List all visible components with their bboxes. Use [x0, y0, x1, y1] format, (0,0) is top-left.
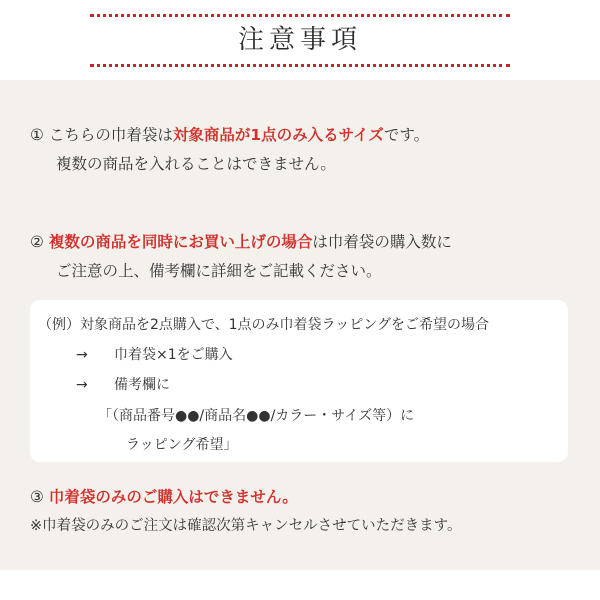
example-step-2 — [76, 375, 170, 395]
notice-item-1-text-pre: こちらの巾着袋は — [48, 126, 173, 144]
example-remark-line-1: 「（商品番号●●/商品名●●/カラー・サイズ等）に — [98, 408, 415, 424]
notice-item-2-marker: ② — [30, 233, 44, 251]
notice-item-2-line-1 — [30, 228, 575, 257]
notice-item-1-line-1 — [30, 121, 575, 150]
header — [0, 0, 600, 80]
notice-item-1-highlight: 対象商品が1点のみ入るサイズ — [172, 126, 384, 144]
example-box — [30, 300, 568, 462]
notice-item-2 — [30, 228, 575, 286]
example-heading: （例）対象商品を2点購入で、1点のみ巾着袋ラッピングをご希望の場合 — [38, 317, 489, 333]
example-remark-line-2: ラッピング希望」 — [126, 437, 238, 453]
notice-item-2-text-post: は巾着袋の購入数に — [312, 233, 452, 251]
notice-item-3-line-1 — [30, 483, 575, 512]
notice-item-3-note: ※巾着袋のみのご注文は確認次第キャンセルさせていただきます。 — [30, 518, 462, 534]
notice-item-1 — [30, 121, 575, 179]
notice-item-2-line-2: ご注意の上、備考欄に詳細をご記載ください。 — [56, 262, 382, 280]
notice-item-1-text-post: です。 — [383, 126, 430, 144]
notice-item-3 — [30, 483, 575, 541]
notice-item-1-marker: ① — [30, 126, 44, 144]
arrow-right-icon: → — [76, 377, 88, 393]
bottom-dotted-divider — [90, 64, 510, 67]
example-step-2-text: 備考欄に — [114, 377, 170, 393]
arrow-right-icon: → — [76, 347, 88, 363]
example-step-1 — [76, 345, 233, 365]
notice-item-3-highlight: 巾着袋のみのご購入はできません。 — [48, 488, 298, 506]
notice-item-3-marker: ③ — [30, 488, 44, 506]
page-title: 注意事項 — [237, 25, 362, 55]
example-step-1-text: 巾着袋×1をご購入 — [114, 347, 233, 363]
notice-item-2-highlight: 複数の商品を同時にお買い上げの場合 — [48, 233, 313, 251]
notice-item-1-line-2: 複数の商品を入れることはできません。 — [56, 155, 336, 173]
top-dotted-divider — [90, 14, 510, 17]
